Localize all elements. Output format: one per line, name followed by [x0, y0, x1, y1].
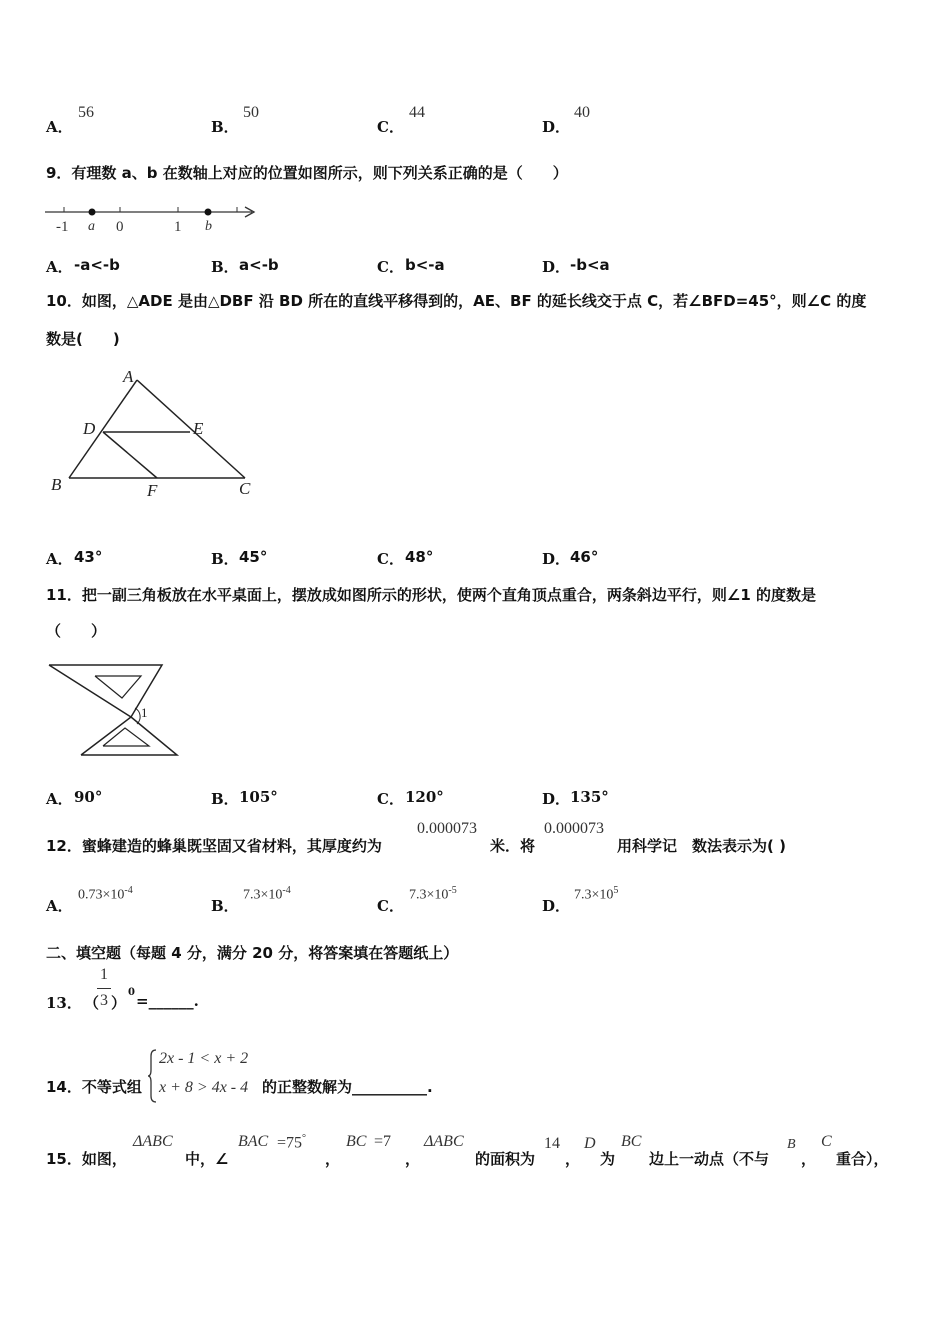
q12-option-d-value: $7.3\times 10^5$ [574, 885, 619, 903]
q15-text-angle: 中，∠ [185, 1150, 229, 1168]
q15-comma-1: ， [325, 1150, 341, 1168]
q8-option-a-value: 56 [78, 104, 94, 121]
segment-ac [137, 380, 245, 478]
label-f: F [147, 481, 158, 500]
q15-comma-3: ， [565, 1150, 581, 1168]
q9-option-c-label: C． [377, 258, 404, 276]
q11-option-b-label: B． [211, 790, 239, 808]
q15-triangle-abc-1: ΔABC [133, 1133, 173, 1150]
q14-tail: 的正整数解为__________. [262, 1078, 433, 1096]
q13-number: 13． [46, 994, 82, 1012]
q13-fraction-numerator: 1 [100, 966, 108, 983]
q14-system-brace [148, 1048, 158, 1104]
q15-point-c: C [821, 1133, 832, 1150]
q13-answer-blank: =______. [136, 992, 199, 1010]
section2-title: 二、填空题（每题 4 分，满分 20 分，将答案填在答题纸上） [46, 944, 459, 962]
tick-1-label: 1 [174, 219, 182, 235]
tick-0-label: 0 [116, 219, 124, 235]
q15-text-area: 的面积为 [475, 1150, 536, 1168]
q15-bc-2: BC [621, 1133, 642, 1150]
q15-comma-2: ， [405, 1150, 421, 1168]
q11-option-a-label: A． [46, 790, 73, 808]
q11-option-c-value: 120° [405, 788, 444, 806]
q8-option-c-label: C． [377, 118, 404, 136]
q9-number-line-figure [40, 198, 265, 238]
q10-option-a-label: A． [46, 550, 73, 568]
q11-text-line1: 11．把一副三角板放在水平桌面上，摆放成如图所示的形状，使两个直角顶点重合，两条斜边平行，则∠1 的度数是 [46, 586, 816, 604]
q9-option-d-value: -b<a [570, 256, 610, 274]
label-c: C [239, 479, 251, 498]
lower-triangle-inner [103, 728, 149, 746]
q11-option-a-value: 90° [74, 788, 103, 806]
lower-triangle-outline [81, 717, 177, 755]
q15-text-end: 重合）， [836, 1150, 889, 1168]
q14-inequality-2: x + 8 > 4x - 4 [159, 1079, 249, 1096]
q8-option-d-value: 40 [574, 104, 590, 121]
q11-text-line2: （ ） [46, 622, 107, 640]
q10-text-line1: 10．如图，△ADE 是由△DBF 沿 BD 所在的直线平移得到的，AE、BF 的延长线交于点 C，若∠BFD=45°，则∠C 的度 [46, 292, 867, 310]
q10-option-d-label: D． [542, 550, 571, 568]
point-b-dot [205, 209, 212, 216]
q12-text-part1: 12．蜜蜂建造的蜂巢既坚固又省材料，其厚度约为 [46, 837, 382, 855]
q14-inequality-1: 2x - 1 < x + 2 [159, 1050, 249, 1067]
q15-text-start: 15．如图， [46, 1150, 127, 1168]
q14-text: 14．不等式组 [46, 1078, 142, 1096]
q8-option-b-value: 50 [243, 104, 259, 121]
q10-option-a-value: 43° [74, 548, 103, 566]
q8-option-d-label: D． [542, 118, 571, 136]
q15-bc-1: BC [346, 1133, 367, 1150]
q12-number1: 0.000073 [417, 820, 477, 837]
label-d: D [83, 419, 96, 438]
q12-option-b-value: $7.3\times 10^{-4}$ [243, 885, 291, 903]
q10-option-c-label: C． [377, 550, 404, 568]
point-b-label: b [205, 219, 212, 234]
q9-option-d-label: D． [542, 258, 571, 276]
label-a: A [123, 367, 134, 386]
q15-comma-4: ， [801, 1150, 817, 1168]
q15-triangle-abc-2: ΔABC [424, 1133, 464, 1150]
q10-option-d-value: 46° [570, 548, 599, 566]
q12-number2: 0.000073 [544, 820, 604, 837]
segment-df [103, 432, 157, 478]
q10-triangle-figure [45, 362, 270, 507]
q15-bc-value: =7 [374, 1133, 392, 1150]
q15-text-moving-point: 边上一动点（不与 [649, 1150, 770, 1168]
q12-text-part2: 米．将 [490, 837, 536, 855]
q10-text-line2: 数是( ) [46, 330, 120, 348]
q11-option-c-label: C． [377, 790, 404, 808]
q12-text-part3: 用科学记 数法表示为( ) [617, 837, 786, 855]
point-a-label: a [88, 219, 95, 234]
q12-option-a-label: A． [46, 897, 73, 915]
q11-triangle-plates-figure [45, 660, 185, 762]
q11-option-b-value: 105° [239, 788, 278, 806]
q9-option-a-label: A． [46, 258, 73, 276]
q9-option-b-value: a<-b [239, 256, 279, 274]
q15-area-value: 14 [544, 1135, 560, 1152]
q8-option-a-label: A． [46, 118, 73, 136]
q13-fraction-bar [97, 988, 111, 989]
q15-angle-value: =75° [277, 1133, 307, 1152]
q12-option-d-label: D． [542, 897, 571, 915]
q8-option-c-value: 44 [409, 104, 425, 121]
segment-ba [69, 380, 137, 478]
q9-option-a-value: -a<-b [74, 256, 120, 274]
q13-exponent: 0 [128, 987, 135, 998]
q10-option-c-value: 48° [405, 548, 434, 566]
q12-option-a-value: $0.73\times 10^{-4}$ [78, 885, 133, 903]
q8-option-b-label: B． [211, 118, 239, 136]
tick-minus1-label: -1 [56, 219, 69, 235]
q9-text: 9．有理数 a、b 在数轴上对应的位置如图所示，则下列关系正确的是（ ） [46, 164, 568, 182]
q15-point-b: B [787, 1137, 796, 1152]
point-a-dot [89, 209, 96, 216]
q15-angle-bac: BAC [238, 1133, 269, 1150]
q13-open-paren: （ [84, 994, 100, 1012]
q12-option-c-label: C． [377, 897, 404, 915]
angle-1-label: 1 [141, 705, 148, 720]
q12-option-c-value: $7.3\times 10^{-5}$ [409, 885, 457, 903]
q12-option-b-label: B． [211, 897, 239, 915]
q10-option-b-value: 45° [239, 548, 268, 566]
q11-option-d-label: D． [542, 790, 571, 808]
q9-option-c-value: b<-a [405, 256, 445, 274]
q9-option-b-label: B． [211, 258, 239, 276]
upper-triangle-inner [95, 676, 141, 698]
q10-option-b-label: B． [211, 550, 239, 568]
q11-option-d-value: 135° [570, 788, 609, 806]
q13-close-paren: ） [111, 994, 127, 1012]
label-e: E [193, 419, 204, 438]
q15-text-wei: 为 [600, 1150, 616, 1168]
label-b: B [51, 475, 62, 494]
q13-fraction-denominator: 3 [100, 992, 108, 1009]
q15-point-d: D [584, 1135, 596, 1152]
